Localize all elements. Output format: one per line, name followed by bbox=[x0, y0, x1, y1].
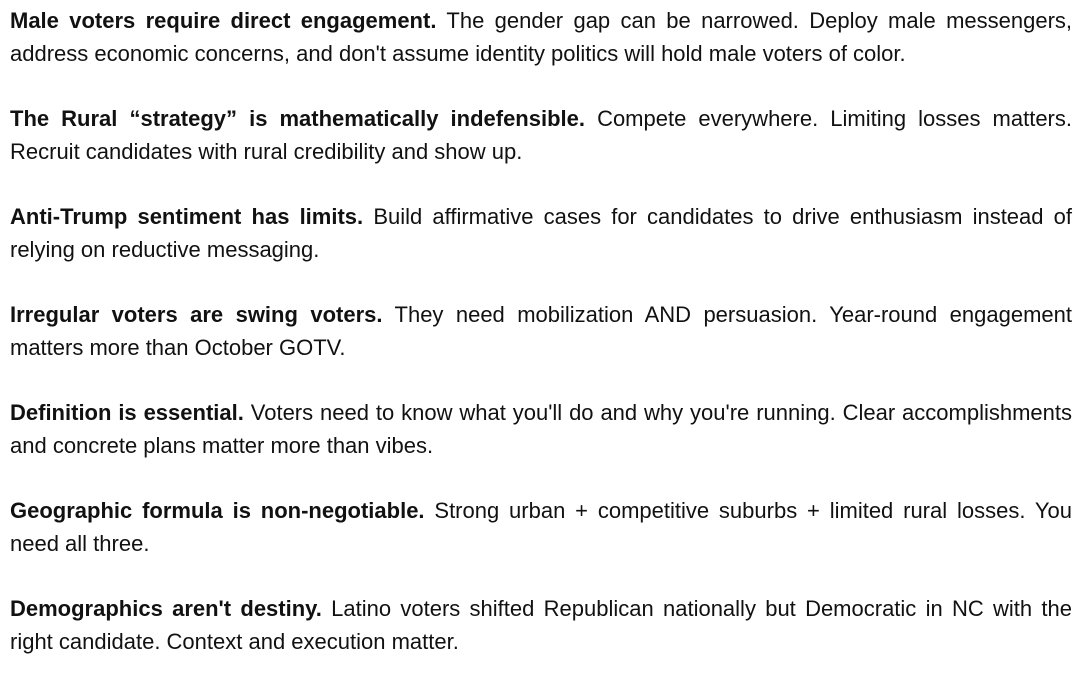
paragraph-text: Latino voters shifted Republican nationally but Democratic in NC with the right candidate. Context and execution matter. bbox=[10, 596, 1072, 654]
paragraph-lead: Geographic formula is non-negotiable. bbox=[10, 498, 425, 523]
paragraph-male-voters bbox=[10, 4, 1072, 70]
paragraph-text: Voters need to know what you'll do and why you're running. Clear accomplishments and concrete plans matter more than vibes. bbox=[10, 400, 1073, 458]
paragraph-text: They need mobilization AND persuasion. Year-round engagement matters more than October GOTV. bbox=[10, 302, 1072, 360]
paragraph-irregular-voters bbox=[10, 298, 1072, 364]
paragraph-text: Strong urban + competitive suburbs + limited rural losses. You need all three. bbox=[10, 498, 1073, 556]
paragraph-rural-strategy bbox=[10, 102, 1072, 168]
paragraph-lead: Demographics aren't destiny. bbox=[10, 596, 322, 621]
paragraph-text: Compete everywhere. Limiting losses matters. Recruit candidates with rural credibility and show up. bbox=[10, 106, 1072, 164]
paragraph-lead: Male voters require direct engagement. bbox=[10, 8, 437, 33]
paragraph-anti-trump bbox=[10, 200, 1072, 266]
paragraph-text: The gender gap can be narrowed. Deploy male messengers, address economic concerns, and don't assume identity politics will hold male voters of color. bbox=[10, 8, 1073, 66]
paragraph-text: Build affirmative cases for candidates to drive enthusiasm instead of relying on reductive messaging. bbox=[10, 204, 1073, 262]
paragraph-lead: Anti-Trump sentiment has limits. bbox=[10, 204, 364, 229]
paragraph-demographics bbox=[10, 592, 1072, 658]
paragraph-definition bbox=[10, 396, 1072, 462]
paragraph-lead: Irregular voters are swing voters. bbox=[10, 302, 383, 327]
paragraph-lead: The Rural “strategy” is mathematically indefensible. bbox=[10, 106, 585, 131]
paragraph-lead: Definition is essential. bbox=[10, 400, 244, 425]
paragraph-geographic-formula bbox=[10, 494, 1072, 560]
